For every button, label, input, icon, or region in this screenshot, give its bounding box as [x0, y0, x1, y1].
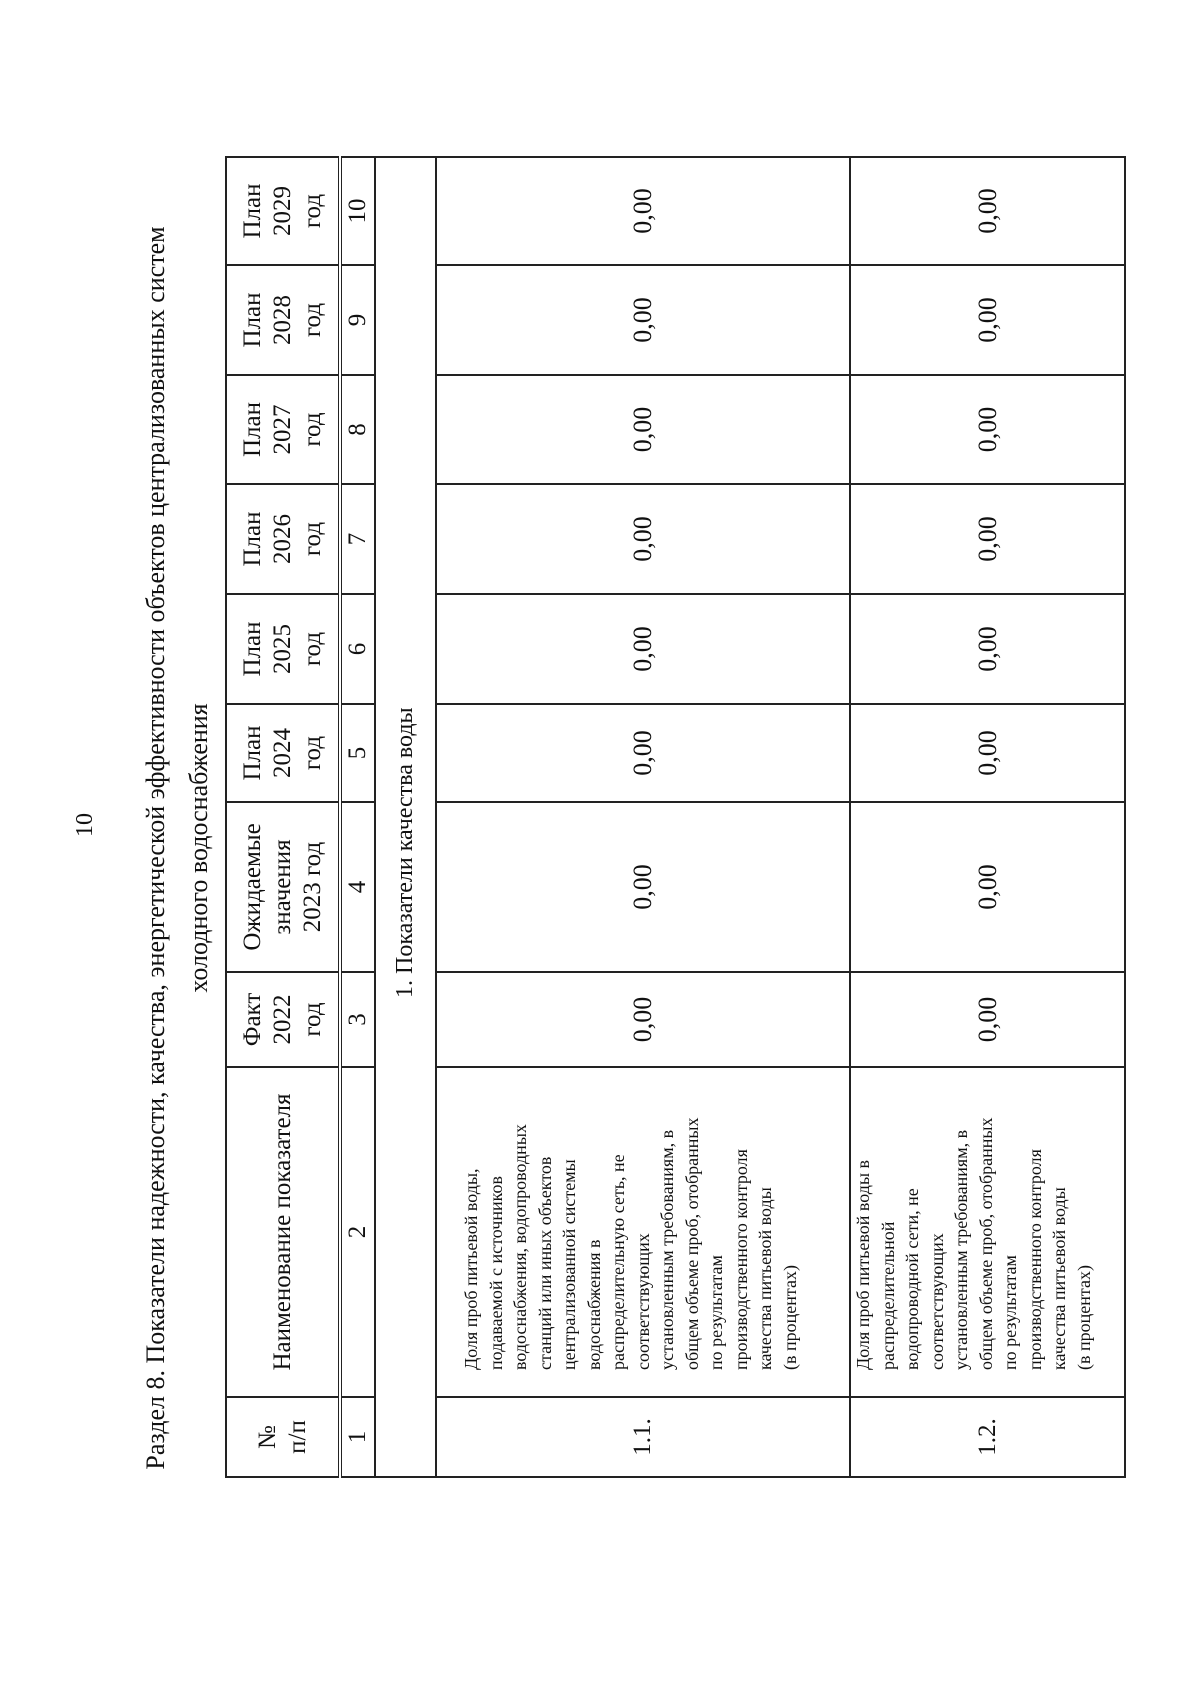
header-plan-2026: План 2026 год — [226, 484, 340, 594]
section-row — [375, 157, 436, 1477]
title-line-2: холодного водоснабжения — [184, 703, 213, 993]
indicator-name: Доля проб питьевой воды в распределительной водопроводной сети, не соответствующих установленным требованиям, в общем объеме проб, отобранных по результатам производственного контроля качества питьевой воды (в процентах) — [850, 1067, 1125, 1397]
value-cell: 0,00 — [436, 484, 850, 594]
column-number: 1 — [340, 1397, 375, 1477]
indicators-table — [225, 156, 1126, 1478]
header-plan-2027: План 2027 год — [226, 375, 340, 484]
value-cell: 0,00 — [850, 972, 1125, 1067]
value-cell: 0,00 — [436, 704, 850, 802]
column-numbers-row — [340, 157, 375, 1477]
row-number: 1.1. — [436, 1397, 850, 1477]
header-num: № п/п — [226, 1397, 340, 1477]
header-expected-2023: Ожидаемые значения 2023 год — [226, 802, 340, 972]
column-number: 2 — [340, 1067, 375, 1397]
value-cell: 0,00 — [436, 157, 850, 265]
value-cell: 0,00 — [850, 802, 1125, 972]
section-heading: 1. Показатели качества воды — [375, 157, 436, 1477]
header-plan-2025: План 2025 год — [226, 594, 340, 704]
value-cell: 0,00 — [850, 157, 1125, 265]
value-cell: 0,00 — [436, 265, 850, 375]
value-cell: 0,00 — [436, 375, 850, 484]
value-cell: 0,00 — [850, 594, 1125, 704]
header-fact-2022: Факт 2022 год — [226, 972, 340, 1067]
value-cell: 0,00 — [850, 265, 1125, 375]
column-number: 10 — [340, 157, 375, 265]
column-number: 6 — [340, 594, 375, 704]
value-cell: 0,00 — [850, 484, 1125, 594]
value-cell: 0,00 — [850, 375, 1125, 484]
column-number: 5 — [340, 704, 375, 802]
table-row — [850, 157, 1125, 1477]
row-number: 1.2. — [850, 1397, 1125, 1477]
value-cell: 0,00 — [436, 594, 850, 704]
header-plan-2028: План 2028 год — [226, 265, 340, 375]
header-plan-2029: План 2029 год — [226, 157, 340, 265]
indicator-name: Доля проб питьевой воды, подаваемой с источников водоснабжения, водопроводных станций или иных объектов централизованной системы водоснабжения в распределительную сеть, не соответствующих установленным требованиям, в общем объеме проб, отобранных по результатам производственного контроля качества питьевой воды (в процентах) — [436, 1067, 850, 1397]
column-number: 8 — [340, 375, 375, 484]
header-row — [226, 157, 340, 1477]
title-line-1: Раздел 8. Показатели надежности, качества, энергетической эффективности объектов централизованных систем — [141, 226, 170, 1470]
column-number: 4 — [340, 802, 375, 972]
section-title — [134, 118, 220, 1578]
column-number: 3 — [340, 972, 375, 1067]
header-name: Наименование показателя — [226, 1067, 340, 1397]
table-row — [436, 157, 850, 1477]
value-cell: 0,00 — [436, 972, 850, 1067]
column-number: 7 — [340, 484, 375, 594]
header-plan-2024: План 2024 год — [226, 704, 340, 802]
column-number: 9 — [340, 265, 375, 375]
value-cell: 0,00 — [436, 802, 850, 972]
value-cell: 0,00 — [850, 704, 1125, 802]
page-number: 10 — [72, 813, 98, 837]
